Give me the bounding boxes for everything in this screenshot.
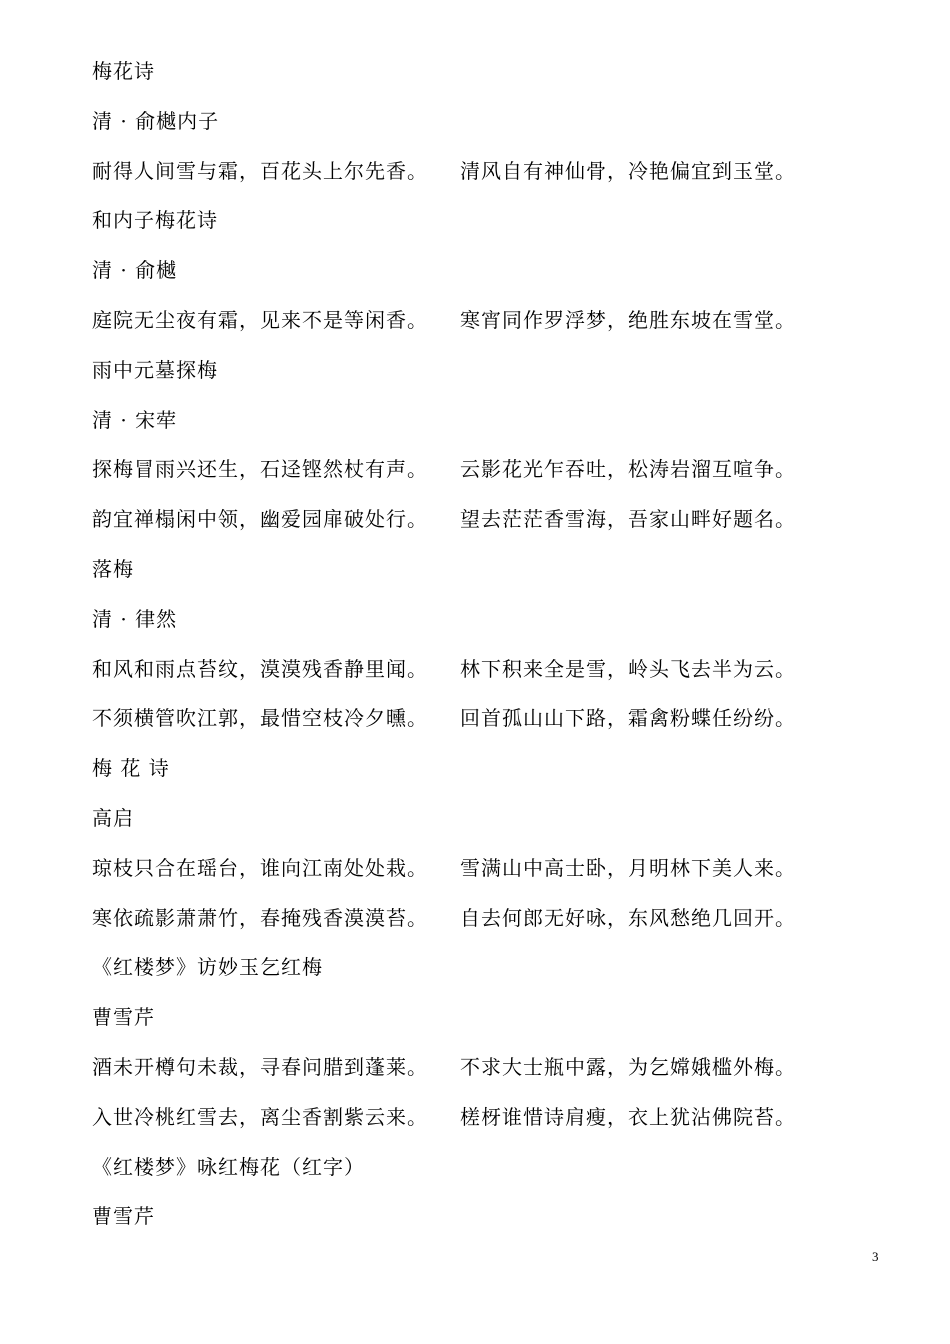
poem-author: 清 · 宋荦 [92, 407, 178, 432]
verse-second-half: 雪满山中高士卧，月明林下美人来。 [460, 855, 796, 880]
poem-title: 梅花诗 [92, 59, 155, 83]
verse-first-half: 庭院无尘夜有霜，见来不是等闲香。 [92, 307, 428, 332]
poem-title: 落梅 [92, 556, 134, 581]
poem-line [92, 850, 912, 900]
verse-second-half: 回首孤山山下路，霜禽粉蝶任纷纷。 [460, 706, 796, 731]
poem-author: 清 · 俞樾内子 [92, 108, 220, 133]
poem-line [92, 1049, 912, 1099]
poem-line [92, 900, 912, 950]
poem-line [92, 700, 912, 750]
poem-line [92, 651, 912, 701]
poem-line [92, 302, 912, 352]
verse-first-half: 和风和雨点苔纹，漠漠残香静里闻。 [92, 656, 428, 681]
poem-author: 清 · 俞樾 [92, 258, 178, 283]
poem-title: 《红楼梦》咏红梅花（红字） [92, 1154, 365, 1179]
verse-first-half: 入世冷桃红雪去，离尘香割紫云来。 [92, 1104, 428, 1129]
verse-first-half: 耐得人间雪与霜，百花头上尔先香。 [92, 158, 428, 183]
poem-line [92, 153, 912, 203]
verse-first-half: 不须横管吹江郭，最惜空枝冷夕曛。 [92, 706, 428, 731]
poem-line [92, 501, 912, 551]
poem-title: 《红楼梦》访妙玉乞红梅 [92, 955, 323, 980]
verse-second-half: 槎枒谁惜诗肩瘦，衣上犹沾佛院苔。 [460, 1104, 796, 1129]
poem-line [92, 451, 912, 501]
page-content [92, 53, 912, 1248]
poem-author: 清 · 律然 [92, 606, 178, 631]
poem-title: 和内子梅花诗 [92, 208, 218, 233]
poem-author: 曹雪芹 [92, 1005, 155, 1030]
poem-author: 高启 [92, 805, 134, 830]
poem-title: 雨中元墓探梅 [92, 357, 218, 382]
verse-first-half: 酒未开樽句未裁，寻春问腊到蓬莱。 [92, 1054, 428, 1079]
verse-second-half: 望去茫茫香雪海，吾家山畔好题名。 [460, 507, 796, 532]
verse-second-half: 不求大士瓶中露，为乞嫦娥槛外梅。 [460, 1054, 796, 1079]
verse-first-half: 探梅冒雨兴还生，石迳铿然杖有声。 [92, 457, 428, 482]
verse-second-half: 林下积来全是雪，岭头飞去半为云。 [460, 656, 796, 681]
verse-second-half: 云影花光乍吞吐，松涛岩溜互喧争。 [460, 457, 796, 482]
page-number: 3 [872, 1249, 879, 1264]
poem-author: 曹雪芹 [92, 1204, 155, 1229]
poem-title: 梅 花 诗 [92, 756, 170, 781]
poem-line [92, 1099, 912, 1149]
verse-second-half: 自去何郎无好咏，东风愁绝几回开。 [460, 905, 796, 930]
verse-second-half: 寒宵同作罗浮梦，绝胜东坡在雪堂。 [460, 307, 796, 332]
verse-first-half: 韵宜禅榻闲中领，幽爱园扉破处行。 [92, 507, 428, 532]
verse-first-half: 琼枝只合在瑶台，谁向江南处处栽。 [92, 855, 428, 880]
verse-first-half: 寒依疏影萧萧竹，春掩残香漠漠苔。 [92, 905, 428, 930]
verse-second-half: 清风自有神仙骨，冷艳偏宜到玉堂。 [460, 158, 796, 183]
